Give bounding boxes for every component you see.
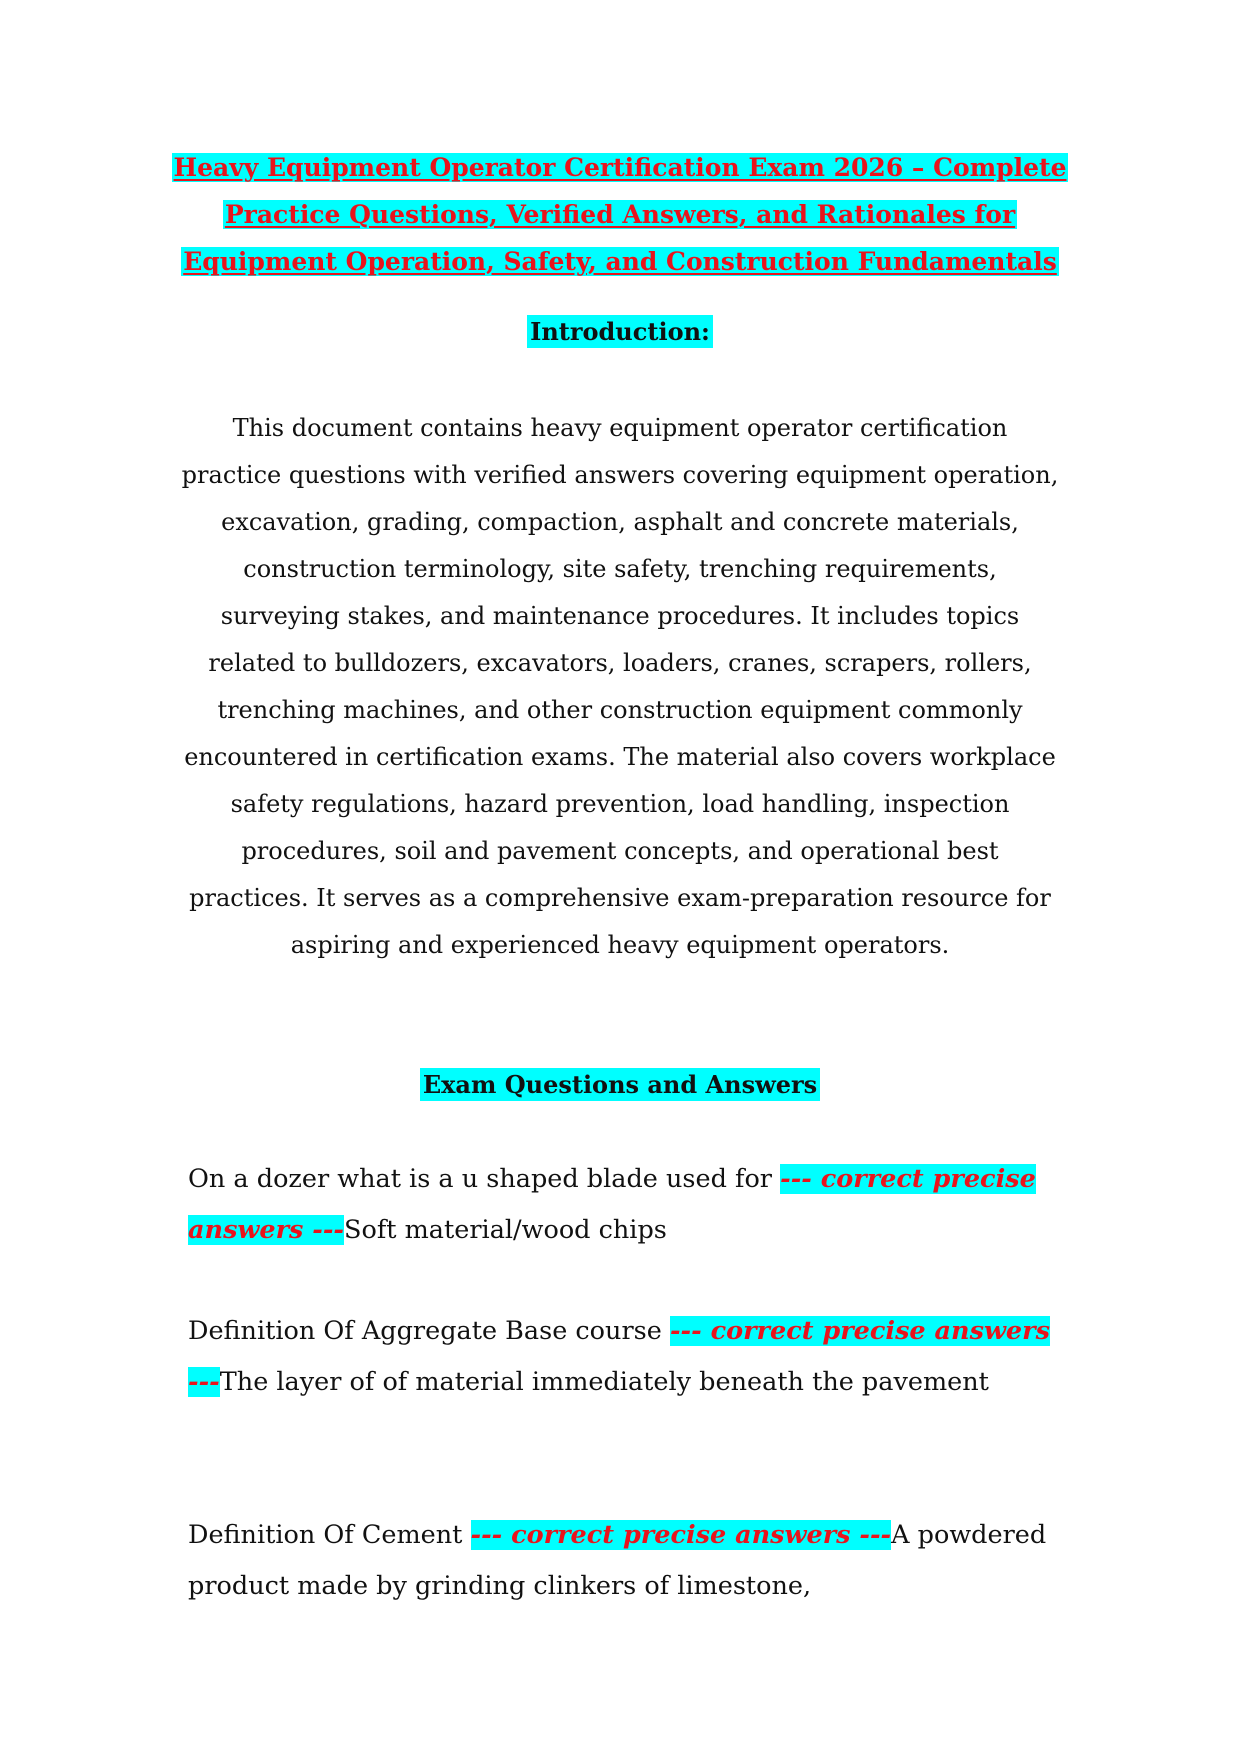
- question-text: Definition Of Aggregate Base course: [188, 1316, 670, 1346]
- document-title: [150, 144, 1090, 285]
- answer-text: Soft material/wood chips: [344, 1215, 667, 1245]
- question-answer-item: [188, 1154, 1068, 1256]
- introduction-heading-text: Introduction:: [527, 315, 713, 348]
- answer-text: The layer of of material immediately beneath the pavement: [219, 1367, 989, 1397]
- question-answer-item: [188, 1510, 1068, 1612]
- answer-marker: --- correct precise answers ---: [470, 1520, 892, 1550]
- question-text: On a dozer what is a u shaped blade used for: [188, 1164, 781, 1194]
- answer-text: A powdered product made by grinding clinkers of limestone,: [188, 1520, 1047, 1601]
- introduction-heading: [150, 314, 1090, 350]
- answer-marker: --- correct precise answers ---: [188, 1164, 1036, 1245]
- question-text: Definition Of Cement: [188, 1520, 471, 1550]
- introduction-paragraph: This document contains heavy equipment operator certification practice questions with verified answers covering equipment operation, excavation, grading, compaction, asphalt and concrete materials, construction terminology, site safety, trenching requirements, surveying stakes, and maintenance procedures. It includes topics related to bulldozers, excavators, loaders, cranes, scrapers, rollers, trenching machines, and other construction equipment commonly encountered in certification exams. The material also covers workplace safety regulations, hazard prevention, load handling, inspection procedures, soil and pavement concepts, and operational best practices. It serves as a comprehensive exam-preparation resource for aspiring and experienced heavy equipment operators.: [181, 414, 1059, 959]
- question-answer-item: [188, 1306, 1068, 1408]
- exam-questions-heading: [150, 1067, 1090, 1103]
- answer-marker: --- correct precise answers ---: [188, 1316, 1050, 1397]
- document-title-text: Heavy Equipment Operator Certification Exam 2026 – Complete Practice Questions, Verified Answers, and Rationales for Equipment Operation, Safety, and Construction Fundamentals: [173, 153, 1067, 276]
- exam-questions-heading-text: Exam Questions and Answers: [420, 1068, 820, 1101]
